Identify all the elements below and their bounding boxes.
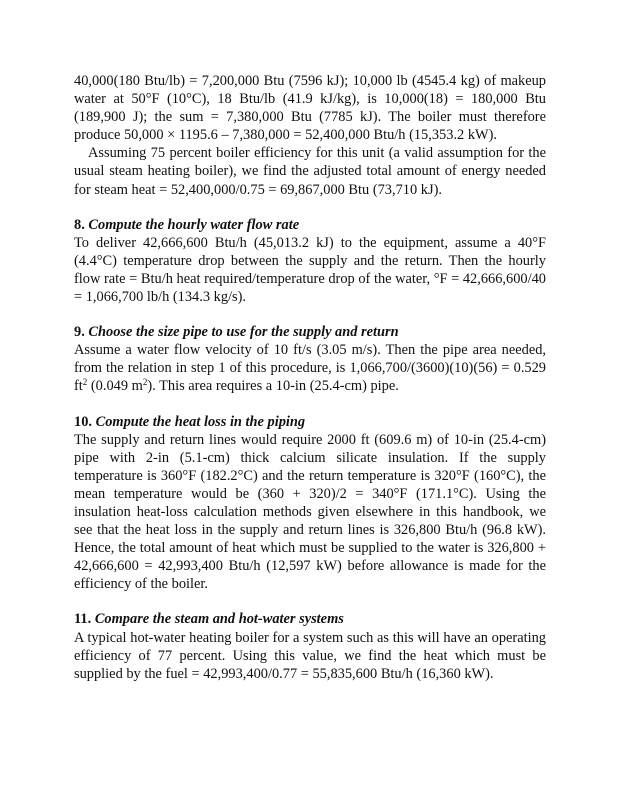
step-9-body-part1: Assume a water flow velocity of 10 ft/s (3.05 m/s). Then the pipe area needed, from the relation in step 1 of this procedure, is 1,066,700/(3600)(10)(56) = 0.529 ft (74, 342, 546, 395)
step-8-body: To deliver 42,666,600 Btu/h (45,013.2 kJ) to the equipment, assume a 40°F (4.4°C) temperature drop between the supply and the return. Then the hourly flow rate = Btu/h heat required/temperature drop of the water, °F = 42,666,600/40 = 1,066,700 lb/h (134.3 kg/s). (74, 234, 546, 306)
step-9-heading (74, 323, 546, 341)
step-9-body (74, 341, 546, 395)
superscript-squared: 2 (142, 377, 148, 388)
step-title: Choose the size pipe to use for the supply and return (88, 324, 399, 341)
continuation-paragraph: 40,000(180 Btu/lb) = 7,200,000 Btu (7596 kJ); 10,000 lb (4545.4 kg) of makeup water at 50°F (10°C), 18 Btu/lb (41.9 kJ/kg), is 10,000(18) = 180,000 Btu (189,900 J); the sum = 7,380,000 Btu (7785 kJ). The boiler must therefore produce 50,000 × 1195.6 – 7,380,000 = 52,400,000 Btu/h (15,353.2 kW). (74, 73, 546, 144)
step-11-body: A typical hot-water heating boiler for a system such as this will have an operating efficiency of 77 percent. Using this value, we find the heat which must be supplied by the fuel = 42,993,400/0.77 = 55,835,600 Btu/h (16,360 kW). (74, 629, 546, 682)
step-11-heading (74, 610, 546, 628)
step-number: 8. (74, 216, 85, 233)
step-10-heading (74, 413, 546, 431)
step-8-heading (74, 216, 546, 234)
step-title: Compute the heat loss in the piping (95, 413, 306, 430)
step-number: 10. (74, 413, 92, 430)
step-9 (74, 323, 546, 395)
step-8 (74, 216, 546, 306)
step-10-body: The supply and return lines would require 2000 ft (609.6 m) of 10-in (25.4-cm) pipe with 2-in (5.1-cm) thick calcium silicate insulation. If the supply temperature is 360°F (182.2°C) and the return temperature is 320°F (160°C), the mean temperature would be (360 + 320)/2 = 340°F (171.1°C). Using the insulation heat-loss calculation methods given elsewhere in this handbook, we see that the heat loss in the supply and return lines is 326,800 Btu/h (96.8 kW). Hence, the total amount of heat which must be supplied to the water is 326,800 + 42,666,600 = 42,993,400 Btu/h (12,597 kW) before allowance is made for the efficiency of the boiler. (74, 431, 546, 593)
superscript-squared: 2 (82, 377, 88, 388)
step-9-body-part2: (0.049 m (87, 378, 143, 395)
document-page (74, 72, 546, 683)
step-number: 11. (74, 611, 92, 628)
step-9-body-part3: ). This area requires a 10-in (25.4-cm) pipe. (147, 378, 399, 395)
step-10 (74, 413, 546, 594)
efficiency-paragraph: Assuming 75 percent boiler efficiency for this unit (a valid assumption for the usual steam heating boiler), we find the adjusted total amount of energy needed for steam heat = 52,400,000/0.75 = 69,867,000 Btu (73,710 kJ). (74, 145, 546, 198)
step-title: Compare the steam and hot-water systems (94, 611, 344, 628)
step-11 (74, 610, 546, 682)
step-title: Compute the hourly water flow rate (88, 216, 300, 233)
step-number: 9. (74, 324, 85, 341)
